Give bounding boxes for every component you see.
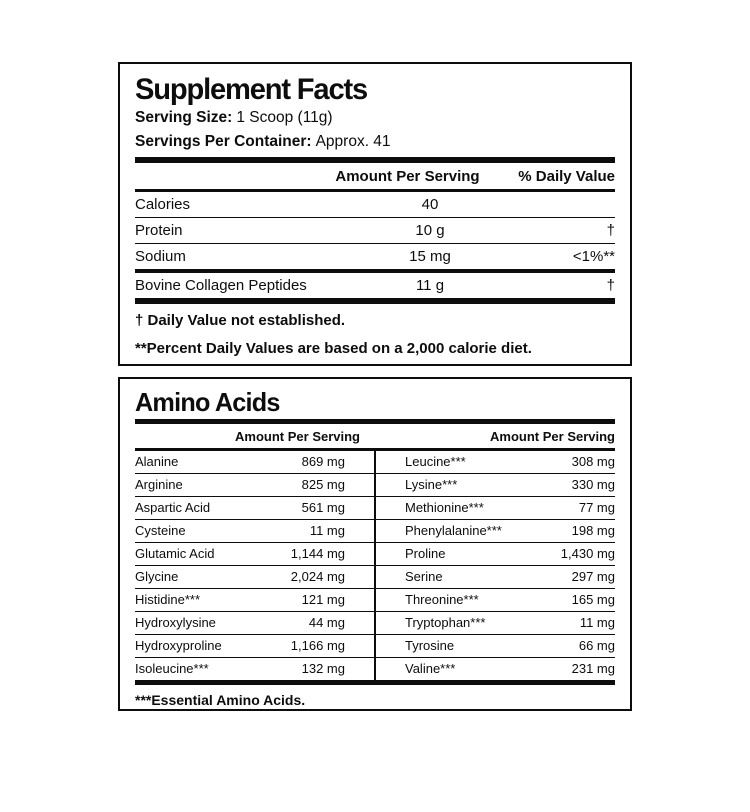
amino-row [376,542,615,565]
amino-name: Tyrosine [405,638,455,653]
amino-name: Hydroxyproline [135,638,222,653]
amino-row [135,565,374,588]
amino-amount: 308 mg [571,454,615,469]
servings-per-container-label: Servings Per Container: [135,133,312,150]
supplement-facts-panel [118,62,632,366]
supplement-facts-title: Supplement Facts [135,73,368,106]
facts-amount-value: 15 mg [409,248,451,265]
servings-per-container-line [135,130,615,154]
amino-acids-panel [118,377,632,711]
amino-row [376,588,615,611]
amino-row [135,519,374,542]
amino-row [135,657,374,680]
facts-daily-value: † [606,222,615,239]
facts-daily-value: † [606,277,615,294]
amino-row [135,588,374,611]
amino-amount: 1,430 mg [560,546,615,561]
facts-row [135,243,615,269]
amino-name: Hydroxylysine [135,615,216,630]
amino-row [135,542,374,565]
amino-amount: 825 mg [301,477,345,492]
facts-nutrient-name: Sodium [135,248,186,265]
facts-row [135,192,615,217]
amino-amount: 132 mg [301,661,345,676]
amino-amount: 121 mg [301,592,345,607]
amino-table [135,451,615,680]
amino-name: Alanine [135,454,179,469]
amino-name: Arginine [135,477,183,492]
thick-divider-bar [135,680,615,685]
serving-size-line [135,106,615,130]
facts-nutrient-name: Protein [135,222,183,239]
facts-header-daily-value: % Daily Value [518,167,615,185]
amino-row [135,611,374,634]
amino-name: Lysine*** [405,477,458,492]
amino-row [135,634,374,657]
footnote-daily-value: † Daily Value not established. [135,312,346,329]
facts-row [135,217,615,243]
amino-name: Isoleucine*** [135,661,209,676]
facts-nutrient-name: Calories [135,196,191,213]
amino-name: Valine*** [405,661,456,676]
facts-daily-value: <1%** [572,248,615,265]
amino-amount: 561 mg [301,500,345,515]
amino-row [376,565,615,588]
amino-name: Threonine*** [405,592,479,607]
amino-row [376,451,615,473]
amino-name: Serine [405,569,443,584]
footnote-percent-daily-values: **Percent Daily Values are based on a 2,000 calorie diet. [135,340,532,357]
amino-name: Proline [405,546,446,561]
amino-name: Glutamic Acid [135,546,215,561]
amino-amount: 231 mg [571,661,615,676]
amino-column-left [135,451,374,680]
facts-row [135,269,615,298]
facts-header-amount: Amount Per Serving [335,167,480,185]
amino-acids-title: Amino Acids [135,387,280,417]
serving-size-value: 1 Scoop (11g) [236,109,333,126]
amino-amount: 869 mg [301,454,345,469]
amino-header-row [135,424,615,448]
amino-amount: 1,144 mg [290,546,345,561]
amino-amount: 198 mg [571,523,615,538]
facts-footnotes [135,311,615,358]
amino-name: Tryptophan*** [405,615,486,630]
amino-name: Histidine*** [135,592,201,607]
amino-row [135,451,374,473]
amino-amount: 66 mg [578,638,615,653]
amino-amount: 11 mg [579,615,615,630]
amino-name: Leucine*** [405,454,466,469]
amino-amount: 297 mg [571,569,615,584]
amino-amount: 165 mg [571,592,615,607]
amino-row [135,473,374,496]
amino-row [376,519,615,542]
amino-column-right [376,451,615,680]
amino-row [135,496,374,519]
amino-row [376,473,615,496]
amino-header-amount-left: Amount Per Serving [235,428,360,444]
amino-amount: 330 mg [571,477,615,492]
amino-name: Phenylalanine*** [405,523,502,538]
footnote-essential-amino-acids: ***Essential Amino Acids. [135,691,306,708]
servings-per-container-value: Approx. 41 [315,133,391,150]
facts-header-row [135,163,615,189]
amino-row [376,634,615,657]
serving-size-label: Serving Size: [135,109,233,126]
facts-rows [135,192,615,298]
facts-amount-value: 40 [421,196,439,213]
amino-name: Aspartic Acid [135,500,211,515]
amino-name: Methionine*** [405,500,484,515]
amino-amount: 2,024 mg [290,569,345,584]
amino-header-amount-right: Amount Per Serving [490,428,615,444]
amino-row [376,611,615,634]
facts-amount-value: 10 g [415,222,445,239]
amino-name: Glycine [135,569,179,584]
amino-name: Cysteine [135,523,186,538]
thick-divider-bar [135,298,615,304]
amino-row [376,496,615,519]
amino-amount: 11 mg [309,523,345,538]
facts-amount-value: 11 g [415,277,445,294]
amino-amount: 44 mg [308,615,345,630]
amino-amount: 77 mg [578,500,615,515]
amino-amount: 1,166 mg [290,638,345,653]
facts-nutrient-name: Bovine Collagen Peptides [135,277,307,294]
amino-row [376,657,615,680]
